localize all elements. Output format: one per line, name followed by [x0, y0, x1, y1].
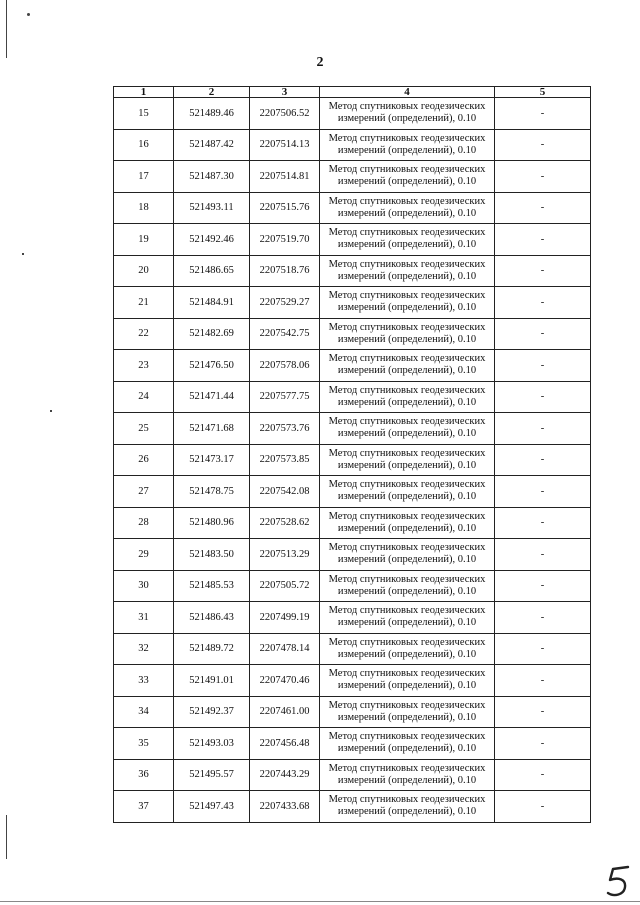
table-row: [114, 791, 591, 823]
table-row: [114, 381, 591, 413]
point-number-cell: 31: [114, 602, 174, 634]
note-cell: -: [495, 129, 591, 161]
table-row: [114, 413, 591, 445]
x-coordinate-cell: 521493.11: [174, 192, 250, 224]
point-number-cell: 28: [114, 507, 174, 539]
table-row: [114, 570, 591, 602]
x-coordinate-cell: 521493.03: [174, 728, 250, 760]
x-coordinate-cell: 521489.72: [174, 633, 250, 665]
point-number-cell: 22: [114, 318, 174, 350]
method-cell: Метод спутниковых геодезических измерений (определений), 0.10: [320, 633, 495, 665]
note-cell: -: [495, 791, 591, 823]
method-cell: Метод спутниковых геодезических измерений (определений), 0.10: [320, 413, 495, 445]
point-number-cell: 37: [114, 791, 174, 823]
table-row: [114, 98, 591, 130]
method-cell: Метод спутниковых геодезических измерений (определений), 0.10: [320, 98, 495, 130]
point-number-cell: 21: [114, 287, 174, 319]
y-coordinate-cell: 2207470.46: [250, 665, 320, 697]
column-header-2: 2: [174, 87, 250, 98]
point-number-cell: 30: [114, 570, 174, 602]
method-cell: Метод спутниковых геодезических измерений (определений), 0.10: [320, 476, 495, 508]
note-cell: -: [495, 696, 591, 728]
x-coordinate-cell: 521484.91: [174, 287, 250, 319]
point-number-cell: 25: [114, 413, 174, 445]
point-number-cell: 16: [114, 129, 174, 161]
y-coordinate-cell: 2207573.85: [250, 444, 320, 476]
method-cell: Метод спутниковых геодезических измерений (определений), 0.10: [320, 696, 495, 728]
note-cell: -: [495, 728, 591, 760]
y-coordinate-cell: 2207515.76: [250, 192, 320, 224]
x-coordinate-cell: 521473.17: [174, 444, 250, 476]
x-coordinate-cell: 521487.30: [174, 161, 250, 193]
x-coordinate-cell: 521489.46: [174, 98, 250, 130]
x-coordinate-cell: 521486.65: [174, 255, 250, 287]
y-coordinate-cell: 2207456.48: [250, 728, 320, 760]
table-row: [114, 539, 591, 571]
table-row: [114, 507, 591, 539]
method-cell: Метод спутниковых геодезических измерений (определений), 0.10: [320, 602, 495, 634]
y-coordinate-cell: 2207514.81: [250, 161, 320, 193]
x-coordinate-cell: 521471.68: [174, 413, 250, 445]
table-header-row: [114, 87, 591, 98]
x-coordinate-cell: 521492.46: [174, 224, 250, 256]
table-row: [114, 287, 591, 319]
note-cell: -: [495, 192, 591, 224]
method-cell: Метод спутниковых геодезических измерений (определений), 0.10: [320, 381, 495, 413]
table-row: [114, 192, 591, 224]
x-coordinate-cell: 521492.37: [174, 696, 250, 728]
note-cell: -: [495, 570, 591, 602]
scan-dot: [50, 410, 52, 412]
note-cell: -: [495, 224, 591, 256]
point-number-cell: 20: [114, 255, 174, 287]
point-number-cell: 15: [114, 98, 174, 130]
note-cell: -: [495, 255, 591, 287]
y-coordinate-cell: 2207519.70: [250, 224, 320, 256]
note-cell: -: [495, 381, 591, 413]
column-header-1: 1: [114, 87, 174, 98]
method-cell: Метод спутниковых геодезических измерений (определений), 0.10: [320, 161, 495, 193]
table-row: [114, 161, 591, 193]
y-coordinate-cell: 2207461.00: [250, 696, 320, 728]
point-number-cell: 34: [114, 696, 174, 728]
method-cell: Метод спутниковых геодезических измерений (определений), 0.10: [320, 728, 495, 760]
x-coordinate-cell: 521497.43: [174, 791, 250, 823]
point-number-cell: 35: [114, 728, 174, 760]
table-row: [114, 224, 591, 256]
scan-dot: [27, 13, 30, 16]
point-number-cell: 17: [114, 161, 174, 193]
point-number-cell: 23: [114, 350, 174, 382]
point-number-cell: 26: [114, 444, 174, 476]
page-number: 2: [316, 55, 324, 70]
table-row: [114, 696, 591, 728]
note-cell: -: [495, 413, 591, 445]
y-coordinate-cell: 2207513.29: [250, 539, 320, 571]
note-cell: -: [495, 665, 591, 697]
note-cell: -: [495, 476, 591, 508]
y-coordinate-cell: 2207518.76: [250, 255, 320, 287]
note-cell: -: [495, 350, 591, 382]
method-cell: Метод спутниковых геодезических измерений (определений), 0.10: [320, 255, 495, 287]
x-coordinate-cell: 521478.75: [174, 476, 250, 508]
method-cell: Метод спутниковых геодезических измерений (определений), 0.10: [320, 192, 495, 224]
point-number-cell: 29: [114, 539, 174, 571]
note-cell: -: [495, 287, 591, 319]
y-coordinate-cell: 2207505.72: [250, 570, 320, 602]
point-number-cell: 19: [114, 224, 174, 256]
point-number-cell: 36: [114, 759, 174, 791]
y-coordinate-cell: 2207499.19: [250, 602, 320, 634]
table-row: [114, 665, 591, 697]
y-coordinate-cell: 2207578.06: [250, 350, 320, 382]
method-cell: Метод спутниковых геодезических измерений (определений), 0.10: [320, 665, 495, 697]
table-row: [114, 728, 591, 760]
method-cell: Метод спутниковых геодезических измерений (определений), 0.10: [320, 318, 495, 350]
y-coordinate-cell: 2207573.76: [250, 413, 320, 445]
coordinates-table: [113, 86, 591, 823]
column-header-5: 5: [495, 87, 591, 98]
table-row: [114, 318, 591, 350]
method-cell: Метод спутниковых геодезических измерений (определений), 0.10: [320, 350, 495, 382]
y-coordinate-cell: 2207528.62: [250, 507, 320, 539]
y-coordinate-cell: 2207529.27: [250, 287, 320, 319]
note-cell: -: [495, 539, 591, 571]
x-coordinate-cell: 521480.96: [174, 507, 250, 539]
note-cell: -: [495, 161, 591, 193]
note-cell: -: [495, 602, 591, 634]
x-coordinate-cell: 521485.53: [174, 570, 250, 602]
method-cell: Метод спутниковых геодезических измерений (определений), 0.10: [320, 539, 495, 571]
note-cell: -: [495, 759, 591, 791]
x-coordinate-cell: 521483.50: [174, 539, 250, 571]
method-cell: Метод спутниковых геодезических измерений (определений), 0.10: [320, 507, 495, 539]
x-coordinate-cell: 521495.57: [174, 759, 250, 791]
x-coordinate-cell: 521491.01: [174, 665, 250, 697]
point-number-cell: 24: [114, 381, 174, 413]
table-row: [114, 129, 591, 161]
note-cell: -: [495, 98, 591, 130]
y-coordinate-cell: 2207542.75: [250, 318, 320, 350]
method-cell: Метод спутниковых геодезических измерений (определений), 0.10: [320, 224, 495, 256]
method-cell: Метод спутниковых геодезических измерений (определений), 0.10: [320, 570, 495, 602]
method-cell: Метод спутниковых геодезических измерений (определений), 0.10: [320, 444, 495, 476]
x-coordinate-cell: 521487.42: [174, 129, 250, 161]
scan-line: [0, 901, 640, 902]
method-cell: Метод спутниковых геодезических измерений (определений), 0.10: [320, 287, 495, 319]
table-row: [114, 350, 591, 382]
y-coordinate-cell: 2207443.29: [250, 759, 320, 791]
scan-dot: [22, 253, 24, 255]
column-header-4: 4: [320, 87, 495, 98]
y-coordinate-cell: 2207514.13: [250, 129, 320, 161]
point-number-cell: 33: [114, 665, 174, 697]
y-coordinate-cell: 2207577.75: [250, 381, 320, 413]
method-cell: Метод спутниковых геодезических измерений (определений), 0.10: [320, 129, 495, 161]
handwritten-page-number-5: [604, 864, 634, 900]
y-coordinate-cell: 2207478.14: [250, 633, 320, 665]
table-row: [114, 602, 591, 634]
x-coordinate-cell: 521476.50: [174, 350, 250, 382]
table-row: [114, 444, 591, 476]
point-number-cell: 32: [114, 633, 174, 665]
x-coordinate-cell: 521482.69: [174, 318, 250, 350]
column-header-3: 3: [250, 87, 320, 98]
note-cell: -: [495, 444, 591, 476]
x-coordinate-cell: 521486.43: [174, 602, 250, 634]
margin-mark: [6, 0, 7, 58]
method-cell: Метод спутниковых геодезических измерений (определений), 0.10: [320, 759, 495, 791]
y-coordinate-cell: 2207433.68: [250, 791, 320, 823]
point-number-cell: 27: [114, 476, 174, 508]
y-coordinate-cell: 2207542.08: [250, 476, 320, 508]
margin-mark: [6, 815, 7, 859]
note-cell: -: [495, 507, 591, 539]
note-cell: -: [495, 318, 591, 350]
table-row: [114, 633, 591, 665]
x-coordinate-cell: 521471.44: [174, 381, 250, 413]
table-row: [114, 476, 591, 508]
point-number-cell: 18: [114, 192, 174, 224]
table-row: [114, 759, 591, 791]
table-row: [114, 255, 591, 287]
method-cell: Метод спутниковых геодезических измерений (определений), 0.10: [320, 791, 495, 823]
y-coordinate-cell: 2207506.52: [250, 98, 320, 130]
note-cell: -: [495, 633, 591, 665]
